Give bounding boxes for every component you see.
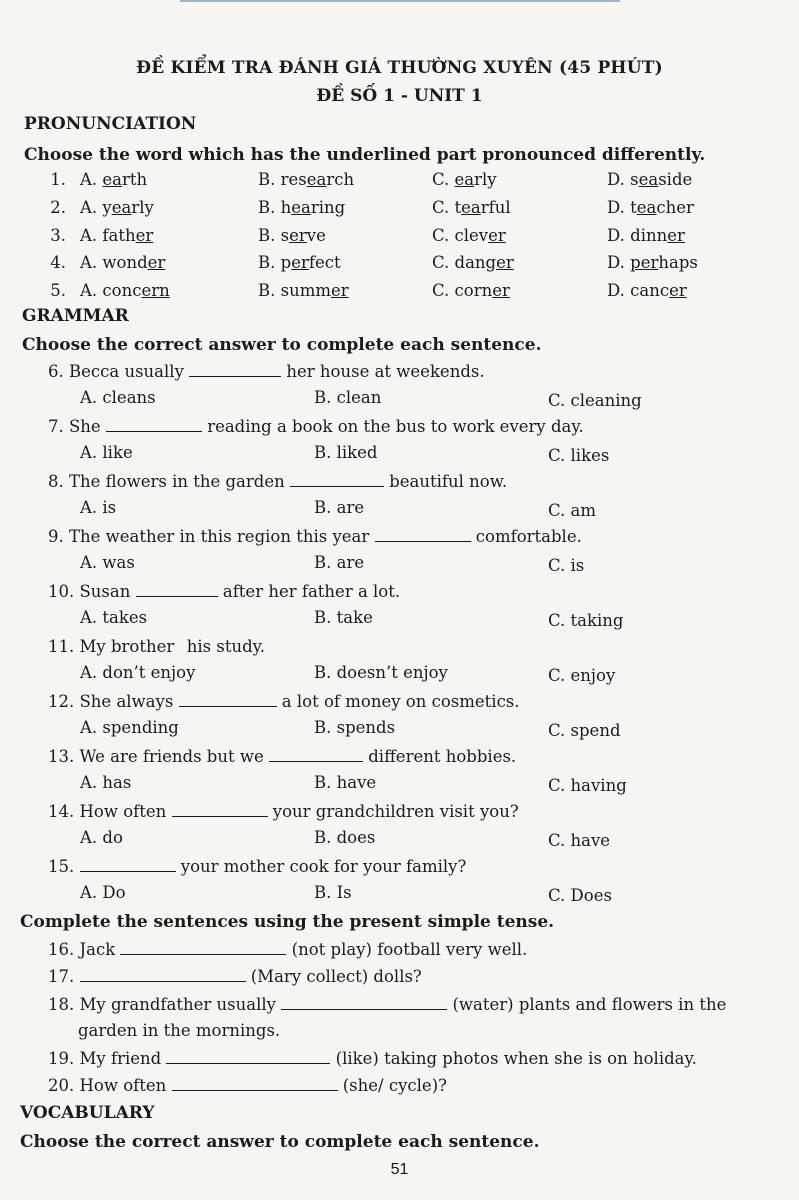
underlined-part: er: [289, 226, 307, 245]
question-number: 20.: [48, 1076, 80, 1095]
underlined-part: ea: [638, 170, 659, 189]
answer-option[interactable]: C. danger: [432, 253, 514, 272]
underlined-part: er: [135, 226, 154, 245]
grammar-question-sentence: [48, 747, 516, 766]
answer-blank[interactable]: [375, 527, 471, 542]
question-number: 12.: [48, 692, 80, 711]
sentence-text: Jack: [79, 940, 121, 959]
underlined-part: er: [147, 253, 166, 272]
question-number: 4.: [50, 253, 66, 272]
answer-option[interactable]: A. takes: [80, 608, 148, 627]
answer-blank[interactable]: [281, 995, 447, 1010]
answer-blank[interactable]: [290, 472, 384, 487]
answer-option[interactable]: C. have: [548, 831, 611, 850]
answer-option[interactable]: A. wonder: [80, 253, 166, 272]
answer-options-row: [0, 388, 799, 412]
underlined-part: er: [669, 281, 687, 300]
sentence-continuation: garden in the mornings.: [78, 1021, 281, 1040]
answer-option[interactable]: B. spends: [314, 718, 396, 737]
answer-option[interactable]: A. yearly: [80, 198, 154, 217]
underlined-part: er: [492, 281, 510, 300]
sentence-text: (not play) football very well.: [286, 940, 528, 959]
sentence-text: your grandchildren visit you?: [267, 802, 519, 821]
question-number: 15.: [48, 857, 80, 876]
section-heading-grammar: GRAMMAR: [22, 306, 129, 326]
present-simple-question: [48, 995, 726, 1014]
answer-option[interactable]: D. cancer: [607, 281, 687, 300]
question-number: 13.: [48, 747, 80, 766]
answer-options-row: [0, 718, 799, 742]
underlined-part: per: [630, 253, 659, 272]
answer-options-row: [0, 828, 799, 852]
pronunciation-question: [0, 226, 799, 250]
answer-blank[interactable]: [120, 940, 286, 955]
grammar-question-sentence: [48, 692, 520, 711]
answer-option[interactable]: B. serve: [258, 226, 326, 245]
answer-option[interactable]: B. does: [314, 828, 376, 847]
sentence-text: How often: [79, 802, 172, 821]
sentence-text: beautiful now.: [383, 472, 508, 491]
answer-option[interactable]: B. are: [314, 498, 365, 517]
answer-options-row: [0, 608, 799, 632]
answer-blank[interactable]: [136, 582, 218, 597]
underlined-part: ea: [454, 170, 475, 189]
answer-options-row: [0, 498, 799, 522]
present-simple-question: [48, 940, 527, 959]
top-edge-mark: [180, 0, 620, 2]
answer-option[interactable]: B. liked: [314, 443, 378, 462]
grammar-question-sentence: [48, 527, 582, 546]
underlined-part: ea: [636, 198, 657, 217]
page-title: ĐỀ KIỂM TRA ĐÁNH GIÁ THƯỜNG XUYÊN (45 PHÚT): [136, 58, 663, 78]
page-subtitle: ĐỀ SỐ 1 - UNIT 1: [316, 86, 483, 106]
pronunciation-question: [0, 170, 799, 194]
answer-option[interactable]: B. take: [314, 608, 373, 627]
underlined-part: ea: [461, 198, 481, 217]
question-number: 3.: [50, 226, 66, 245]
underlined-part: er: [496, 253, 514, 272]
section-heading-vocabulary: VOCABULARY: [20, 1103, 155, 1123]
answer-option[interactable]: C. taking: [548, 611, 624, 630]
answer-options-row: [0, 443, 799, 467]
sentence-text: Becca usually: [69, 362, 190, 381]
sentence-text: (Mary collect) dolls?: [245, 967, 422, 986]
underlined-part: ea: [291, 198, 311, 217]
pronunciation-question: [0, 281, 799, 305]
underlined-part: ea: [306, 170, 327, 189]
sentence-text: She: [69, 417, 106, 436]
question-number: 11.: [48, 637, 80, 656]
present-simple-question: [48, 1076, 447, 1095]
pronunciation-question: [0, 253, 799, 277]
answer-option[interactable]: C. Does: [548, 886, 612, 905]
answer-option[interactable]: A. like: [80, 443, 133, 462]
answer-option[interactable]: A. don’t enjoy: [80, 663, 196, 682]
answer-option[interactable]: B. hearing: [258, 198, 346, 217]
answer-option[interactable]: A. has: [80, 773, 132, 792]
instruction-present-simple: Complete the sentences using the present simple tense.: [20, 912, 555, 932]
instruction-vocabulary: Choose the correct answer to complete each sentence.: [20, 1132, 540, 1152]
question-number: 16.: [48, 940, 80, 959]
underlined-part: ea: [111, 198, 132, 217]
question-number: 9.: [48, 527, 69, 546]
answer-option[interactable]: B. are: [314, 553, 365, 572]
answer-option[interactable]: D. teacher: [607, 198, 694, 217]
question-number: 7.: [48, 417, 69, 436]
answer-option[interactable]: D. perhaps: [607, 253, 698, 272]
pronunciation-question: [0, 198, 799, 222]
answer-option[interactable]: B. perfect: [258, 253, 341, 272]
answer-blank[interactable]: [189, 362, 281, 377]
answer-blank[interactable]: [172, 802, 268, 817]
answer-blank[interactable]: [106, 417, 202, 432]
sentence-text: She always: [79, 692, 179, 711]
answer-blank[interactable]: [80, 967, 246, 982]
answer-option[interactable]: C. am: [548, 501, 597, 520]
answer-option[interactable]: C. likes: [548, 446, 610, 465]
answer-option[interactable]: B. research: [258, 170, 355, 189]
sentence-text: The weather in this region this year: [69, 527, 375, 546]
question-number: 10.: [48, 582, 80, 601]
answer-option[interactable]: A. father: [80, 226, 154, 245]
sentence-text: comfortable.: [470, 527, 582, 546]
answer-option[interactable]: D. dinner: [607, 226, 685, 245]
sentence-text: We are friends but we: [79, 747, 269, 766]
question-number: 6.: [48, 362, 69, 381]
sentence-text: The flowers in the garden: [69, 472, 290, 491]
grammar-question-sentence: [48, 417, 584, 436]
grammar-question-sentence: [48, 472, 507, 491]
grammar-question-sentence: [48, 362, 485, 381]
sentence-text: different hobbies.: [363, 747, 517, 766]
sentence-text: (she/ cycle)?: [337, 1076, 447, 1095]
grammar-question-sentence: [48, 857, 466, 876]
sentence-text: his study.: [181, 637, 266, 656]
question-number: 8.: [48, 472, 69, 491]
grammar-question-sentence: [48, 637, 265, 656]
answer-option[interactable]: A. cleans: [80, 388, 156, 407]
sentence-text: your mother cook for your family?: [175, 857, 467, 876]
answer-options-row: [0, 883, 799, 907]
answer-option[interactable]: A. is: [80, 498, 117, 517]
answer-blank[interactable]: [166, 1049, 330, 1064]
sentence-text: a lot of money on cosmetics.: [276, 692, 520, 711]
answer-option[interactable]: C. corner: [432, 281, 510, 300]
answer-option[interactable]: C. early: [432, 170, 497, 189]
question-number: 5.: [50, 281, 66, 300]
answer-option[interactable]: C. cleaning: [548, 391, 642, 410]
sentence-text: My grandfather usually: [79, 995, 282, 1014]
underlined-part: er: [331, 281, 349, 300]
answer-options-row: [0, 663, 799, 687]
answer-option[interactable]: A. concern: [80, 281, 170, 300]
answer-blank[interactable]: [172, 1076, 338, 1091]
answer-option[interactable]: C. enjoy: [548, 666, 616, 685]
instruction-pronunciation: Choose the word which has the underlined part pronounced differently.: [24, 145, 706, 165]
answer-option[interactable]: A. spending: [80, 718, 179, 737]
answer-option[interactable]: A. earth: [80, 170, 148, 189]
sentence-text: Susan: [79, 582, 136, 601]
grammar-question-sentence: [48, 582, 400, 601]
answer-blank[interactable]: [269, 747, 363, 762]
sentence-text: reading a book on the bus to work every day.: [201, 417, 584, 436]
question-number: 17.: [48, 967, 80, 986]
sentence-text: My brother: [79, 637, 180, 656]
underlined-part: er: [667, 226, 685, 245]
answer-blank[interactable]: [179, 692, 277, 707]
underlined-part: er: [291, 253, 309, 272]
answer-option[interactable]: D. seaside: [607, 170, 693, 189]
underlined-part: er: [488, 226, 506, 245]
answer-option[interactable]: C. tearful: [432, 198, 511, 217]
answer-option[interactable]: C. is: [548, 556, 585, 575]
question-number: 2.: [50, 198, 66, 217]
answer-option[interactable]: B. Is: [314, 883, 352, 902]
question-number: 14.: [48, 802, 80, 821]
question-number: 19.: [48, 1049, 80, 1068]
answer-option[interactable]: B. have: [314, 773, 377, 792]
answer-option[interactable]: A. Do: [80, 883, 126, 902]
underlined-part: ern: [141, 281, 170, 300]
sentence-text: after her father a lot.: [217, 582, 401, 601]
grammar-question-sentence: [48, 802, 519, 821]
answer-blank[interactable]: [80, 857, 176, 872]
answer-option[interactable]: B. clean: [314, 388, 382, 407]
sentence-text: How often: [79, 1076, 172, 1095]
sentence-text: (water) plants and flowers in the: [447, 995, 727, 1014]
answer-option[interactable]: A. do: [80, 828, 123, 847]
answer-option[interactable]: B. doesn’t enjoy: [314, 663, 448, 682]
answer-option[interactable]: A. was: [80, 553, 135, 572]
section-heading-pronunciation: PRONUNCIATION: [24, 114, 197, 134]
present-simple-question: [48, 1049, 697, 1068]
underlined-part: ea: [102, 170, 123, 189]
answer-option[interactable]: C. having: [548, 776, 627, 795]
sentence-text: My friend: [79, 1049, 167, 1068]
sentence-text: her house at weekends.: [281, 362, 485, 381]
question-number: 18.: [48, 995, 80, 1014]
page-number: 51: [390, 1161, 409, 1178]
answer-option[interactable]: C. spend: [548, 721, 621, 740]
present-simple-question: [48, 967, 422, 986]
sentence-text: (like) taking photos when she is on holiday.: [330, 1049, 697, 1068]
answer-option[interactable]: C. clever: [432, 226, 506, 245]
answer-options-row: [0, 553, 799, 577]
question-number: 1.: [50, 170, 66, 189]
answer-options-row: [0, 773, 799, 797]
answer-option[interactable]: B. summer: [258, 281, 349, 300]
instruction-grammar: Choose the correct answer to complete each sentence.: [22, 335, 542, 355]
